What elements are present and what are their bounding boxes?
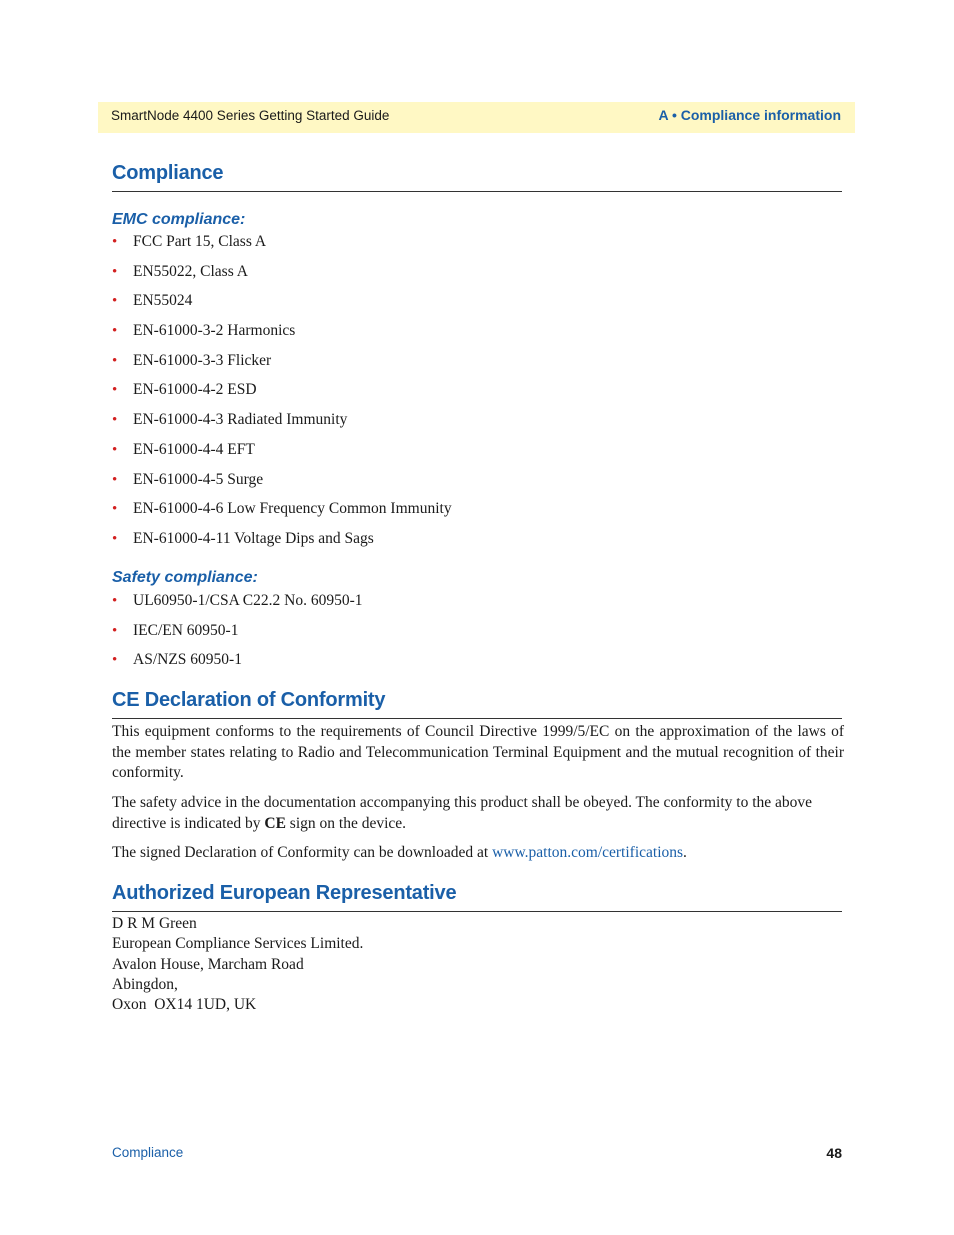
address-line: Avalon House, Marcham Road bbox=[112, 955, 304, 973]
list-item: • AS/NZS 60950-1 bbox=[112, 651, 242, 669]
ce-rule bbox=[112, 718, 842, 719]
emc-heading: EMC compliance: bbox=[112, 211, 246, 228]
compliance-heading: Compliance bbox=[112, 162, 224, 184]
bullet-icon: • bbox=[112, 412, 118, 429]
address-line: D R M Green bbox=[112, 915, 197, 932]
footer-section-name: Compliance bbox=[112, 1145, 184, 1160]
header-guide-title: SmartNode 4400 Series Getting Started Guide bbox=[111, 108, 390, 123]
bullet-icon: • bbox=[112, 323, 118, 340]
list-item: • EN55022, Class A bbox=[112, 262, 248, 280]
safety-heading: Safety compliance: bbox=[112, 569, 258, 586]
bullet-icon: • bbox=[112, 593, 118, 609]
list-item: • FCC Part 15, Class A bbox=[112, 233, 267, 250]
compliance-rule bbox=[112, 191, 842, 192]
list-item: • EN-61000-4-2 ESD bbox=[112, 381, 257, 399]
list-item: • EN-61000-3-3 Flicker bbox=[112, 351, 272, 369]
representative-rule bbox=[112, 911, 842, 912]
ce-paragraph-3: The signed Declaration of Conformity can be downloaded at www.patton.com/certifications. bbox=[112, 844, 687, 861]
list-item: • UL60950-1/CSA C22.2 No. 60950-1 bbox=[112, 592, 363, 609]
list-item: • IEC/EN 60950-1 bbox=[112, 621, 239, 639]
list-item: • EN55024 bbox=[112, 292, 193, 310]
emc-list bbox=[112, 233, 452, 560]
running-header bbox=[98, 102, 855, 133]
certifications-link[interactable]: www.patton.com/certifications bbox=[492, 844, 684, 861]
bullet-icon: • bbox=[112, 263, 118, 280]
bullet-icon: • bbox=[112, 352, 118, 369]
list-item: • EN-61000-4-5 Surge bbox=[112, 470, 264, 488]
ce-paragraph-1: This equipment conforms to the requirements of Council Directive 1999/5/EC on the approximation of the laws of the member states relating to Radio and Telecommunication Terminal Equipment and the mutual recognition of their conformity. bbox=[112, 723, 844, 781]
bullet-icon: • bbox=[112, 293, 118, 310]
list-item: • EN-61000-4-4 EFT bbox=[112, 440, 255, 458]
ce-mark: CE bbox=[264, 814, 286, 832]
address-line: Oxon OX14 1UD, UK bbox=[112, 996, 257, 1014]
bullet-icon: • bbox=[112, 234, 118, 250]
page-number: 48 bbox=[826, 1145, 842, 1161]
header-chapter: A • Compliance information bbox=[658, 107, 841, 123]
address-line: Abingdon, bbox=[112, 975, 178, 993]
bullet-icon: • bbox=[112, 471, 118, 488]
bullet-icon: • bbox=[112, 622, 118, 639]
list-item: • EN-61000-4-11 Voltage Dips and Sags bbox=[112, 529, 374, 547]
representative-heading: Authorized European Representative bbox=[112, 882, 457, 904]
list-item: • EN-61000-4-3 Radiated Immunity bbox=[112, 411, 348, 429]
list-item: • EN-61000-4-6 Low Frequency Common Immunity bbox=[112, 500, 452, 518]
bullet-icon: • bbox=[112, 441, 118, 458]
ce-heading: CE Declaration of Conformity bbox=[112, 689, 386, 711]
ce-paragraph-2: The safety advice in the documentation accompanying this product shall be obeyed. The conformity to the above directive is indicated by CE sign on the device. bbox=[112, 794, 813, 832]
bullet-icon: • bbox=[112, 652, 118, 669]
bullet-icon: • bbox=[112, 501, 118, 518]
representative-address bbox=[112, 914, 363, 1015]
safety-list bbox=[112, 592, 363, 681]
list-item: • EN-61000-3-2 Harmonics bbox=[112, 322, 296, 340]
address-line: European Compliance Services Limited. bbox=[112, 935, 364, 953]
bullet-icon: • bbox=[112, 382, 118, 399]
bullet-icon: • bbox=[112, 530, 118, 547]
